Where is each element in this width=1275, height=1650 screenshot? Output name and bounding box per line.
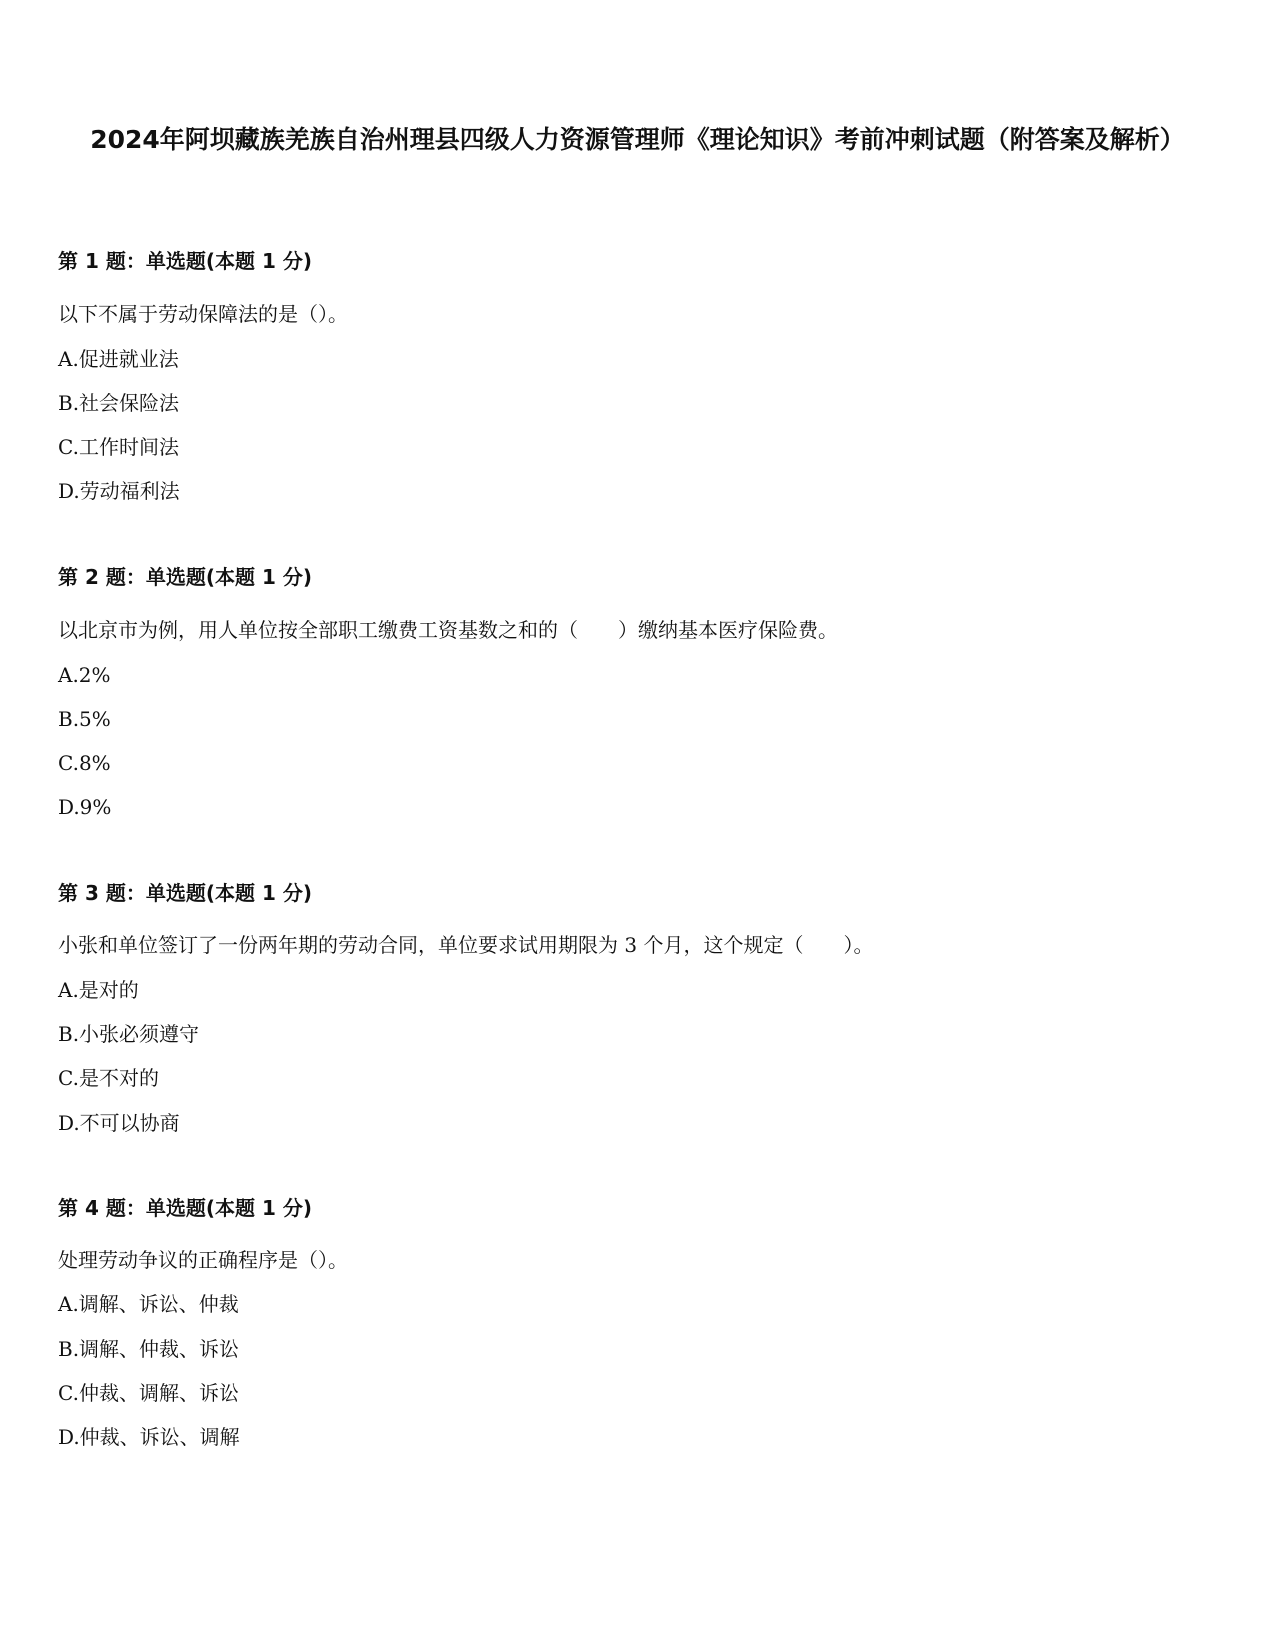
option-d: D.9% [58,795,112,819]
option-d: D.仲裁、诉讼、调解 [58,1425,240,1449]
option-a: A.是对的 [58,978,139,1002]
question-header: 第 4 题：单选题(本题 1 分) [58,1196,312,1220]
option-c: C.8% [58,751,111,775]
option-a: A.促进就业法 [58,347,179,371]
option-b: B.5% [58,707,111,731]
option-c: C.仲裁、调解、诉讼 [58,1381,239,1405]
option-b: B.小张必须遵守 [58,1022,200,1046]
option-c: C.是不对的 [58,1066,159,1090]
option-b: B.社会保险法 [58,391,180,415]
option-b: B.调解、仲裁、诉讼 [58,1337,240,1361]
option-d: D.劳动福利法 [58,479,180,503]
question-header: 第 3 题：单选题(本题 1 分) [58,881,312,905]
question-header: 第 2 题：单选题(本题 1 分) [58,565,312,589]
option-c: C.工作时间法 [58,435,179,459]
document-title: 2024年阿坝藏族羌族自治州理县四级人力资源管理师《理论知识》考前冲刺试题（附答案及解析） [90,125,1185,154]
option-a: A.调解、诉讼、仲裁 [58,1292,239,1316]
question-stem: 处理劳动争议的正确程序是（）。 [58,1248,348,1272]
question-stem: 以北京市为例，用人单位按全部职工缴费工资基数之和的（ ）缴纳基本医疗保险费。 [58,618,838,642]
question-stem: 以下不属于劳动保障法的是（）。 [58,302,348,326]
question-stem: 小张和单位签订了一份两年期的劳动合同，单位要求试用期限为 3 个月，这个规定（ ）。 [58,933,874,957]
question-header: 第 1 题：单选题(本题 1 分) [58,249,312,273]
option-a: A.2% [58,663,111,687]
option-d: D.不可以协商 [58,1111,180,1135]
